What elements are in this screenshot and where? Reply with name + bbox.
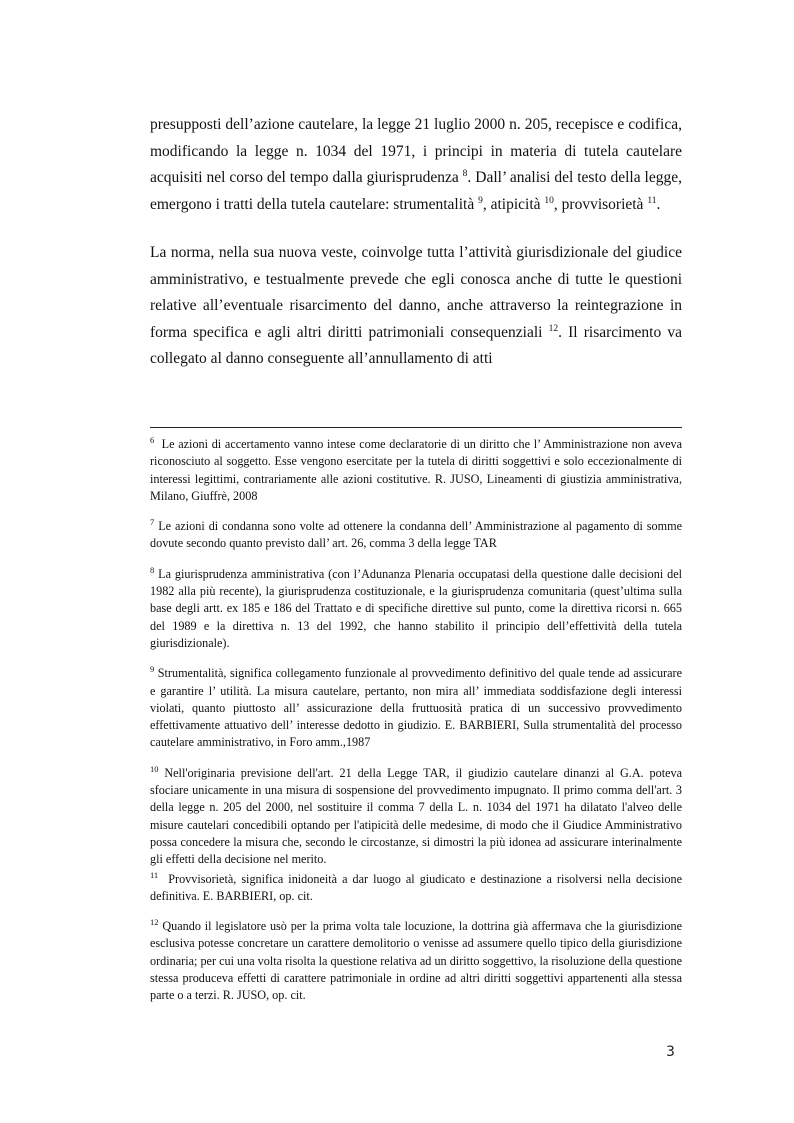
footnote-6: $^6$ Le azioni di accertamento vanno intese come declaratorie di un diritto che l’ Amministrazione non aveva riconosciuto al soggetto. Esse vengono esercitate per la tutela di diritti soggettivi e solo eccezionalmente di interessi legittimi, contrariamente alle azioni costitutive. R. JUSO, Lineamenti di giustizia amministrativa, Milano, Giuffrè, 2008 xyxy=(150,434,683,503)
footnote-10: $^{10}$ Nell'originaria previsione dell'art. 21 della Legge TAR, il giudizio cautelare dinanzi al G.A. poteva sfociare unicamente in una misura di sospensione del provvedimento impugnato. Il primo comma dell'art. 3 della legge n. 205 del 2000, nel sostituire il comma 7 della L. n. 1034 del 1971 ha dilatato l'alveo delle misure cautelari concedibili optando per l'atipicità delle medesime, di modo che il Giudice Amministrativo possa concedere la misura che, secondo le circostanze, si dimostri la più idonea ad assicurare interinalmente gli effetti della decisione nel merito. xyxy=(150,763,683,867)
footnote-ref-10[interactable]: 10 xyxy=(544,195,554,206)
footnote-ref-8[interactable]: 8 xyxy=(462,168,468,179)
footnote-ref-9[interactable]: 9 xyxy=(478,195,483,206)
body-text xyxy=(150,112,682,373)
paragraph-1: presupposti dell’azione cautelare, la legge 21 luglio 2000 n. 205, recepisce e codifica, modificando la legge n. 1034 del 1971, i principi in materia di tutela cautelare acquisiti nel corso del tempo dalla giurisprudenza $^8$. Dall’ analisi del testo della legge, emergono i tratti della tutela cautelare: strumentalità $^9$, atipicità $^{10}$, provvisorietà $^{11}$. xyxy=(150,116,682,213)
footnote-11: $^{11}$ Provvisorietà, significa inidoneità a dar luogo al giudicato e destinazione a risolversi nella decisione definitiva. E. BARBIERI, op. cit. xyxy=(150,869,683,903)
footnote-8: $^8$ La giurisprudenza amministrativa (con l’Adunanza Plenaria occupatasi della questione dalle decisioni del 1982 alla più recente), la giurisprudenza costituzionale, e la giurisprudenza comunitaria (quest’ultima sulla base degli artt. ex 185 e 186 del Trattato e di specifiche direttive sul punto, come la direttiva ricorsi n. 665 del 1989 e la direttiva n. 13 del 1992, che hanno stabilito il principio dell’effettività della tutela giurisdizionale). xyxy=(150,564,683,650)
footnote-separator xyxy=(150,427,682,428)
page-number: 3 xyxy=(666,1044,675,1060)
footnote-ref-12[interactable]: 12 xyxy=(548,323,559,334)
footnotes xyxy=(150,436,682,1005)
footnote-7: $^7$ Le azioni di condanna sono volte ad ottenere la condanna dell’ Amministrazione al pagamento di somme dovute secondo quanto previsto dall’ art. 26, comma 3 della legge TAR xyxy=(150,517,682,551)
footnote-9: $^9$ Strumentalità, significa collegamento funzionale al provvedimento definitivo del quale tende ad assicurare e garantire l’ utilità. La misura cautelare, pertanto, non mira all’ immediata soddisfazione degli interessi violati, quanto piuttosto all’ assicurazione della fruttuosità pratica di un successivo provvedimento effettivamente attuativo dell’ interesse dedotto in giudizio. E. BARBIERI, Sulla strumentalità del processo cautelare amministrativo, in Foro amm.,1987 xyxy=(150,664,682,750)
footnote-ref-11[interactable]: 11 xyxy=(647,195,657,206)
paragraph-2: La norma, nella sua nuova veste, coinvolge tutta l’attività giurisdizionale del giudice amministrativo, e testualmente prevede che egli conosca anche di tutte le questioni relative all’eventuale risarcimento del danno, anche attraverso la reintegrazione in forma specifica e agli altri diritti patrimoniali consequenziali $^{12}$. Il risarcimento va collegato al danno conseguente all’annullamento di atti xyxy=(150,244,682,367)
footnote-12: $^{12}$ Quando il legislatore usò per la prima volta tale locuzione, la dottrina già affermava che la giurisdizione esclusiva potesse concretare un carattere demolitorio o venisse ad assumere quello tipico della giurisdizione ordinaria; per cui una volta risolta la questione relativa ad un diritto soggettivo, la risoluzione della questione stessa produceva effetti di carattere patrimoniale in ordine ad altri diritti soggettivi appartenenti alla stessa parte o a terzi. R. JUSO, op. cit. xyxy=(150,917,682,1003)
